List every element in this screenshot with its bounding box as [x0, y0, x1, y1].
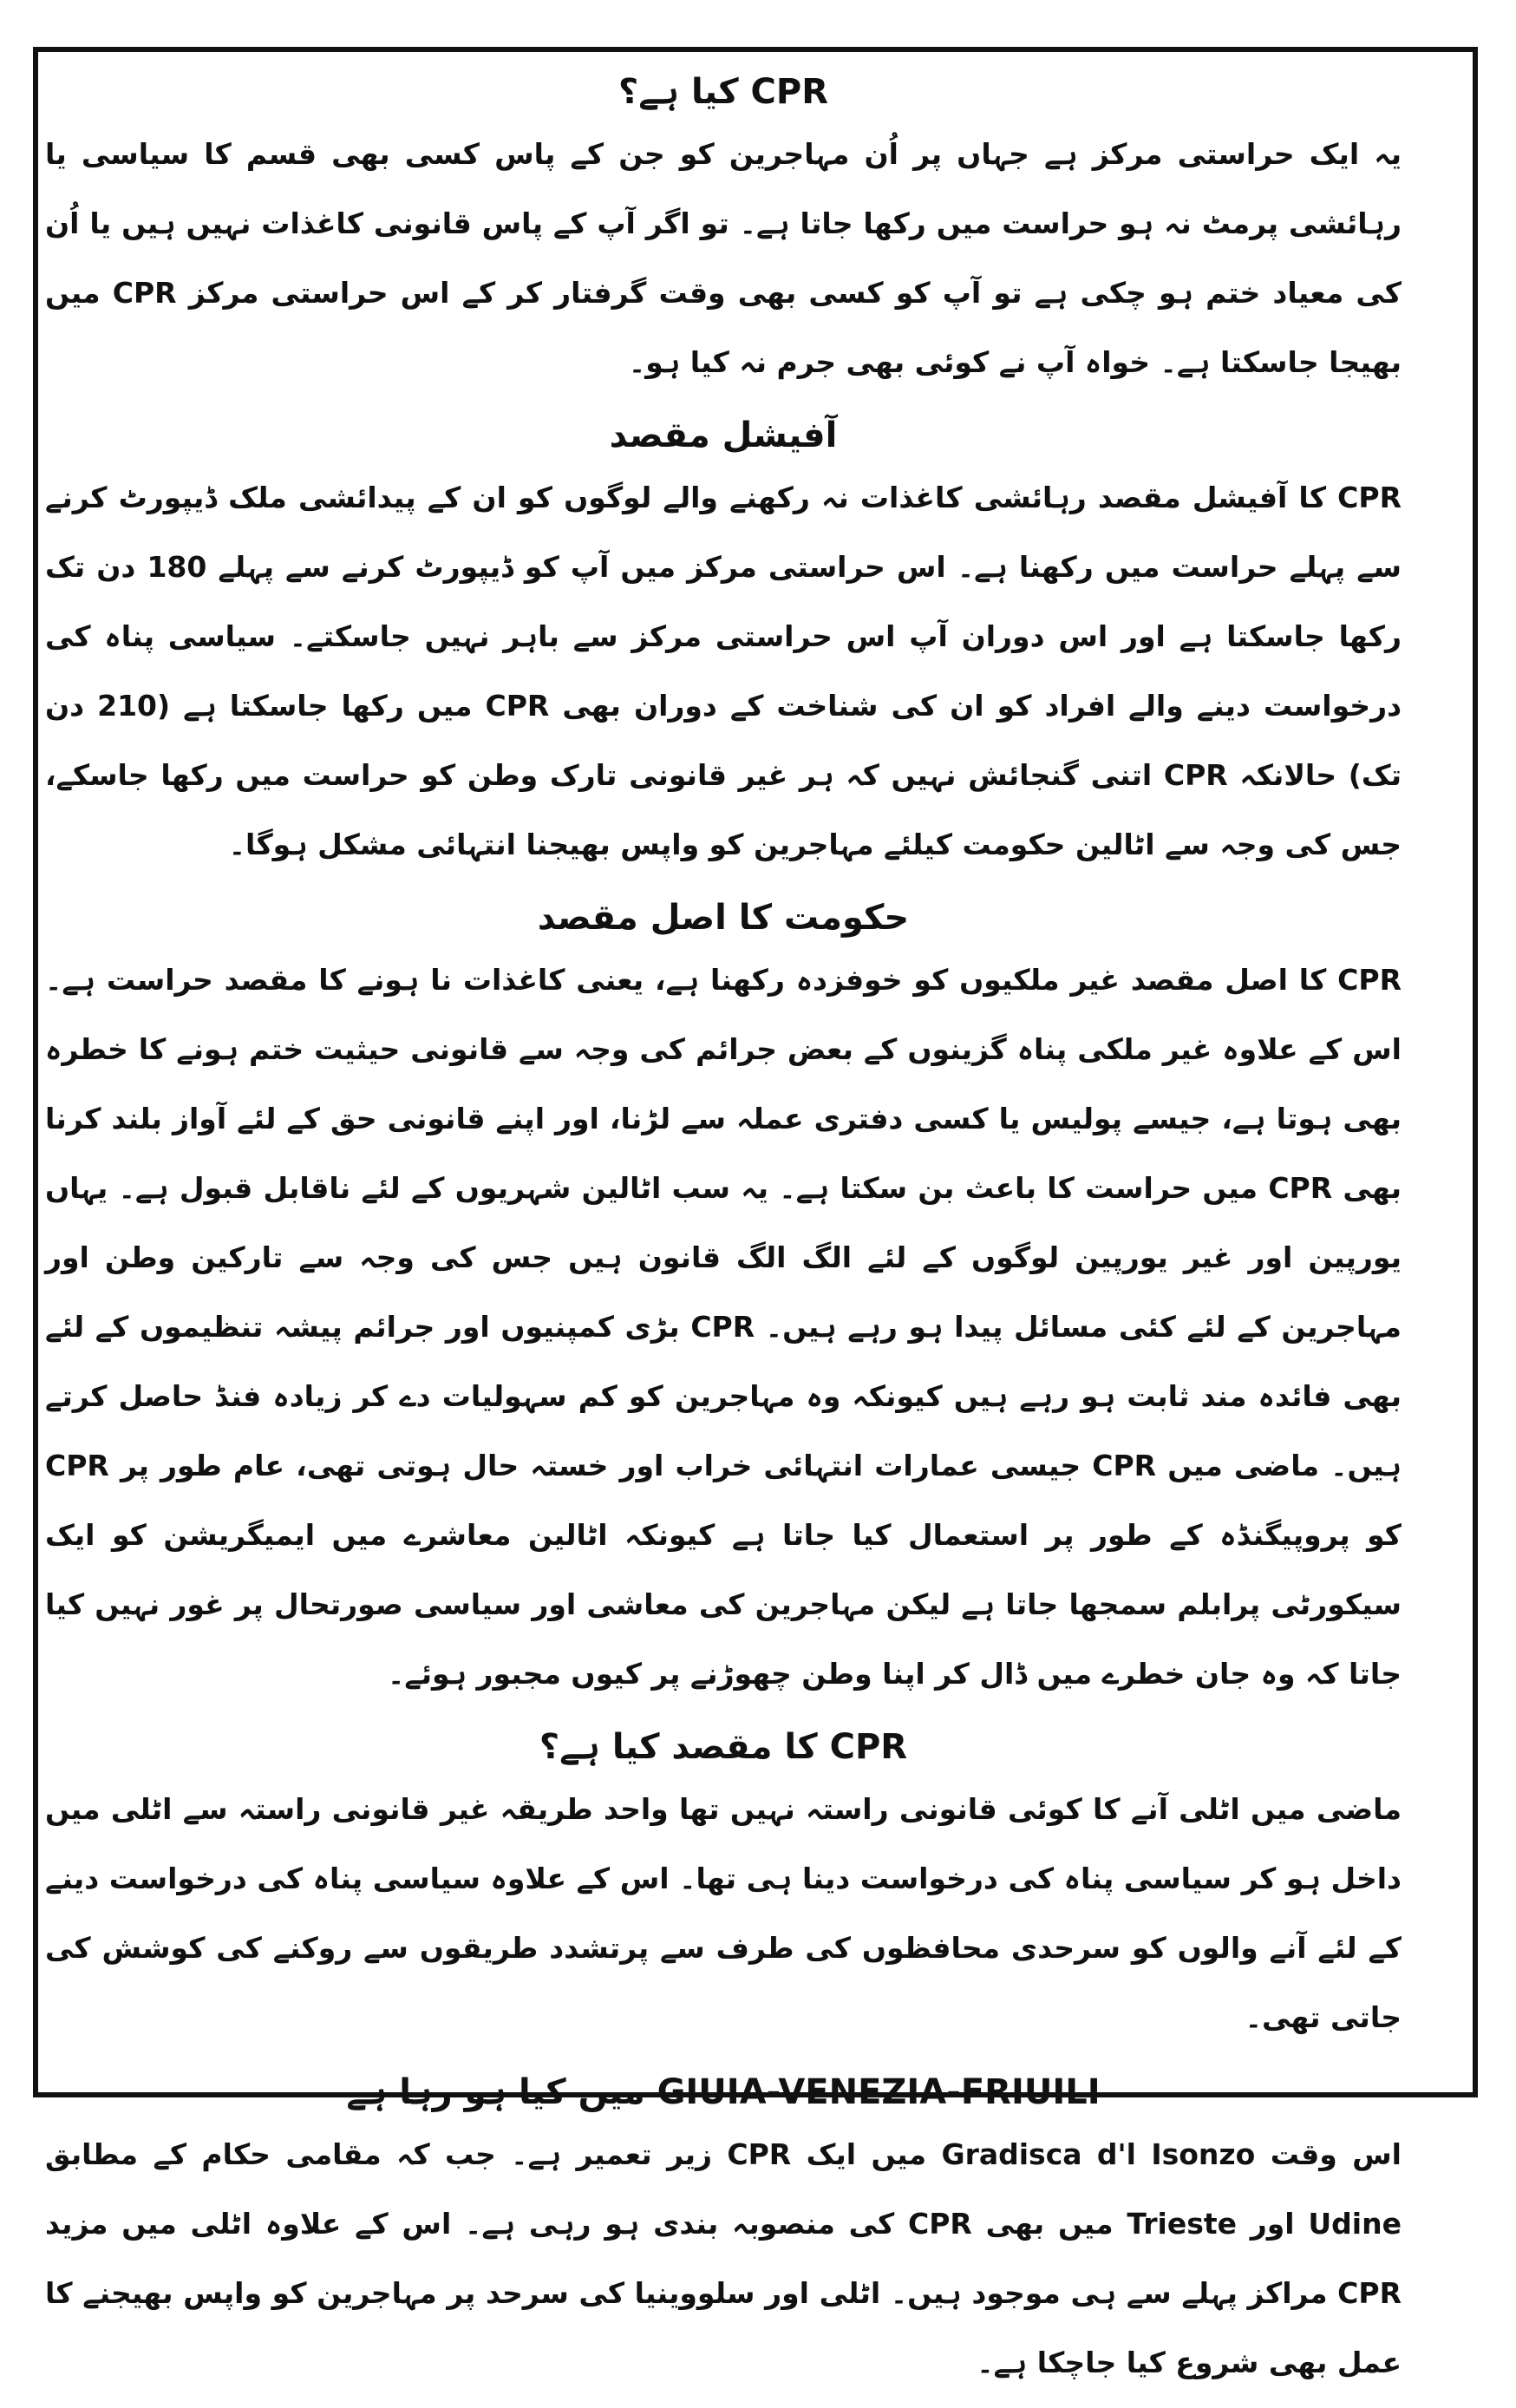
heading-what-is-cpr: CPR کیا ہے؟: [618, 72, 829, 112]
paragraph-official-purpose: CPR کا آفیشل مقصد رہائشی کاغذات نہ رکھنے والے لوگوں کو ان کے پیدائشی ملک ڈیپورٹ کرنے سے پہلے حراست میں رکھنا ہے۔ اس حراستی مرکز میں آپ کو ڈیپورٹ کرنے سے پہلے 180 دن تک رکھا جاسکتا ہے اور اس دوران آپ اس حراستی مرکز سے باہر نہیں جاسکتے۔ سیاسی پناہ کی درخواست دینے والے افراد کو ان کی شناخت کے دوران بھی CPR میں رکھا جاسکتا ہے (210 دن تک) حالانکہ CPR اتنی گنجائش نہیں کہ ہر غیر قانونی تارک وطن کو حراست میں رکھا جاسکے، جس کی وجہ سے اٹالین حکومت کیلئے مہاجرین کو واپس بھیجنا انتہائی مشکل ہوگا۔: [45, 481, 1402, 861]
heading-official-purpose: آفیشل مقصد: [609, 416, 838, 455]
paragraph-government-real-purpose: CPR کا اصل مقصد غیر ملکیوں کو خوفزدہ رکھنا ہے، یعنی کاغذات نا ہونے کا مقصد حراست ہے۔ اس کے علاوہ غیر ملکی پناہ گزینوں کے بعض جرائم کی وجہ سے قانونی حیثیت ختم ہونے کا خطرہ بھی ہوتا ہے، جیسے پولیس یا کسی دفتری عملہ سے لڑنا، اور اپنے قانونی حق کے لئے آواز بلند کرنا بھی CPR میں حراست کا باعث بن سکتا ہے۔ یہ سب اٹالین شہریوں کے لئے ناقابل قبول ہے۔ یہاں یورپین اور غیر یورپین لوگوں کے لئے الگ الگ قانون ہیں جس کی وجہ سے تارکین وطن اور مہاجرین کے لئے کئی مسائل پیدا ہو رہے ہیں۔ CPR بڑی کمپنیوں اور جرائم پیشہ تنظیموں کے لئے بھی فائدہ مند ثابت ہو رہے ہیں کیونکہ وہ مہاجرین کو کم سہولیات دے کر زیادہ فنڈ حاصل کرتے ہیں۔ ماضی میں CPR جیسی عمارات انتہائی خراب اور خستہ حال ہوتی تھی، عام طور پر CPR کو پروپیگنڈہ کے طور پر استعمال کیا جاتا ہے کیونکہ اٹالین معاشرے میں ایمیگریشن کو ایک سیکورٹی پرابلم سمجھا جاتا ہے لیکن مہاجرین کی معاشی اور سیاسی صورتحال پر غور نہیں کیا جاتا کہ وہ جان خطرے میں ڈال کر اپنا وطن چھوڑنے پر کیوں مجبور ہوئے۔: [45, 963, 1402, 1691]
paragraph-friuli-venezia-giulia: اس وقت Gradisca d'l Isonzo میں ایک CPR زیر تعمیر ہے۔ جب کہ مقامی حکام کے مطابق Udine اور Trieste میں بھی CPR کی منصوبہ بندی ہو رہی ہے۔ اس کے علاوہ اٹلی میں مزید CPR مراکز پہلے سے ہی موجود ہیں۔ اٹلی اور سلووینیا کی سرحد پر مہاجرین کو واپس بھیجنے کا عمل بھی شروع کیا جاچکا ہے۔: [45, 2137, 1402, 2379]
heading-purpose-of-cpr: CPR کا مقصد کیا ہے؟: [539, 1727, 908, 1767]
paragraph-purpose-of-cpr: ماضی میں اٹلی آنے کا کوئی قانونی راستہ نہیں تھا واحد طریقہ غیر قانونی راستہ سے اٹلی میں داخل ہو کر سیاسی پناہ کی درخواست دینا ہی تھا۔ اس کے علاوہ سیاسی پناہ کی درخواست دینے کے لئے آنے والوں کو سرحدی محافظوں کی طرف سے پرتشدد طریقوں سے روکنے کی کوشش کی جاتی تھی۔: [45, 1792, 1402, 2034]
heading-friuli-venezia-giulia: GIUIA-VENEZIA-FRIUILI میں کیا ہو رہا ہے: [346, 2072, 1101, 2112]
paragraph-what-is-cpr: یہ ایک حراستی مرکز ہے جہاں پر اُن مہاجرین کو جن کے پاس کسی بھی قسم کا سیاسی یا رہائشی پرمٹ نہ ہو حراست میں رکھا جاتا ہے۔ تو اگر آپ کے پاس قانونی کاغذات نہیں ہیں یا اُن کی معیاد ختم ہو چکی ہے تو آپ کو کسی بھی وقت گرفتار کر کے اس حراستی مرکز CPR میں بھیجا جاسکتا ہے۔ خواہ آپ نے کوئی بھی جرم نہ کیا ہو۔: [45, 137, 1402, 379]
document-body: [45, 64, 1402, 2408]
heading-government-real-purpose: حکومت کا اصل مقصد: [537, 898, 910, 938]
